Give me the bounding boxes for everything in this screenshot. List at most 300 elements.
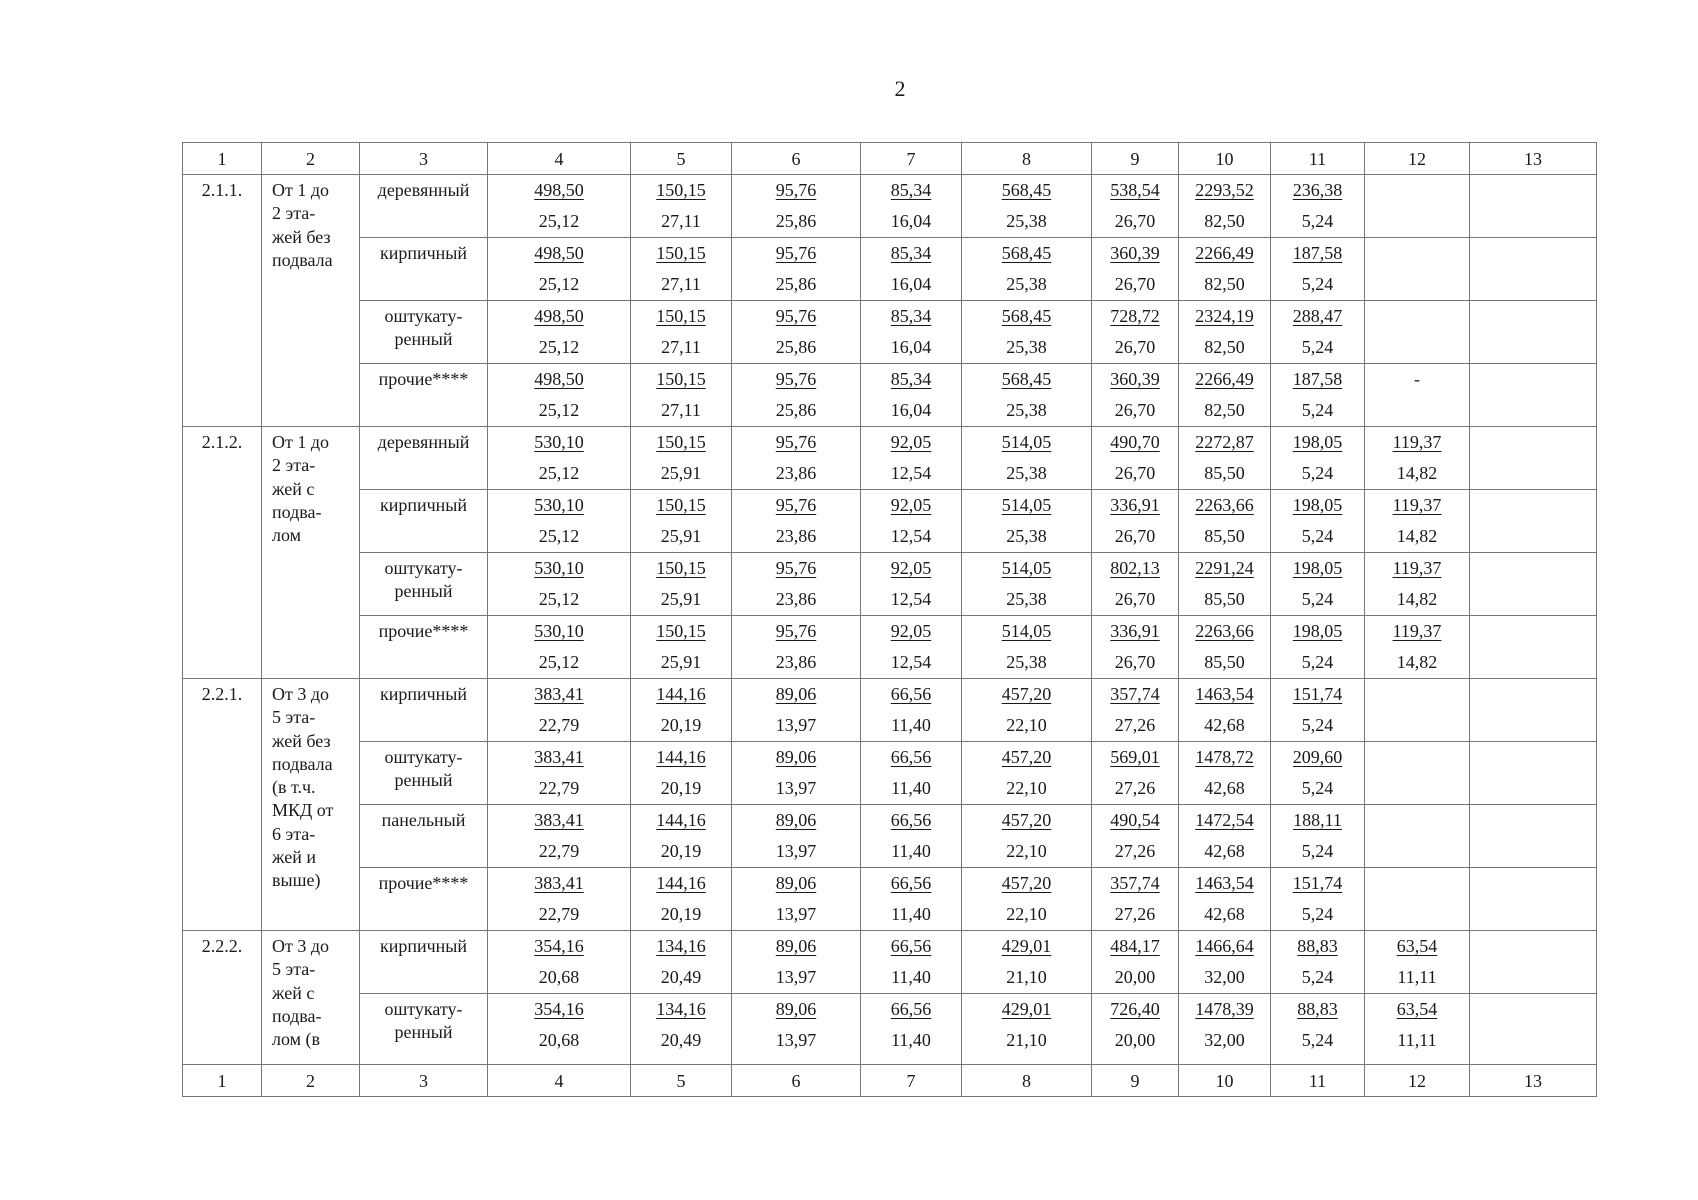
- rate-share: 20,68: [538, 967, 580, 987]
- rate-share: 25,86: [775, 400, 817, 420]
- rate-cell: [962, 553, 1092, 616]
- rate-value: 357,74: [1110, 873, 1160, 893]
- rate-share: 12,54: [890, 526, 932, 546]
- column-number-cell: 1: [183, 1065, 262, 1097]
- rate-cell: [861, 679, 962, 742]
- material-line: ренный: [394, 770, 453, 790]
- rate-cell: [488, 427, 631, 490]
- rate-value: 95,76: [775, 495, 817, 515]
- rate-share: 23,86: [775, 652, 817, 672]
- rate-cell: [1470, 994, 1597, 1065]
- rate-value: 198,05: [1292, 621, 1343, 641]
- material-line: прочие****: [378, 873, 469, 893]
- rate-share: 25,12: [538, 652, 580, 672]
- rate-cell: [1470, 427, 1597, 490]
- rate-share: 5,24: [1301, 967, 1334, 987]
- rate-share: 25,91: [660, 526, 702, 546]
- rate-cell: [1470, 364, 1597, 427]
- column-number-footer-row: [183, 1065, 1597, 1097]
- rate-share: 22,79: [538, 715, 580, 735]
- rate-value: 85,34: [890, 306, 932, 326]
- rate-value: [1365, 238, 1469, 269]
- rate-share: 21,10: [1006, 1030, 1047, 1050]
- rate-share: 25,38: [1006, 211, 1047, 231]
- rate-value: 383,41: [534, 747, 584, 767]
- rate-share: 22,79: [538, 841, 580, 861]
- description-line: выше): [272, 870, 321, 891]
- section-code: 2.1.2.: [183, 427, 262, 679]
- rate-value: 429,01: [1001, 936, 1052, 956]
- rate-value: 802,13: [1110, 558, 1160, 578]
- rate-value: 198,05: [1292, 558, 1343, 578]
- rate-cell: [488, 931, 631, 994]
- table-row: [183, 742, 1597, 805]
- rate-cell: [1470, 805, 1597, 868]
- rate-share: 22,10: [1006, 715, 1047, 735]
- rate-value: 490,54: [1110, 810, 1160, 830]
- rate-share: 25,38: [1006, 526, 1047, 546]
- rate-cell: [1365, 805, 1470, 868]
- rate-share: 5,24: [1301, 841, 1334, 861]
- table-row: [183, 616, 1597, 679]
- rate-cell: [1365, 931, 1470, 994]
- rate-value: 63,54: [1396, 936, 1438, 956]
- description-line: лом: [272, 525, 302, 546]
- description-line: жей с: [272, 982, 315, 1003]
- rate-cell: [732, 301, 861, 364]
- rate-cell: [1092, 301, 1179, 364]
- rate-cell: [631, 679, 732, 742]
- building-type-description: [262, 175, 360, 427]
- rate-share: 26,70: [1114, 652, 1156, 672]
- rate-cell: [732, 679, 861, 742]
- rate-value: 119,37: [1392, 558, 1442, 578]
- page-number: 2: [894, 76, 906, 101]
- rate-cell: [488, 742, 631, 805]
- rate-cell: [1470, 931, 1597, 994]
- rate-cell: [962, 427, 1092, 490]
- rate-share: [1470, 584, 1596, 615]
- rate-share: 25,38: [1006, 463, 1047, 483]
- rate-cell: [1271, 868, 1365, 931]
- material-line: оштукату-: [384, 747, 463, 767]
- material-line: кирпичный: [379, 243, 468, 263]
- rate-value: 429,01: [1001, 999, 1052, 1019]
- table-row: [183, 553, 1597, 616]
- rate-share: [1365, 773, 1469, 804]
- rate-cell: [1470, 490, 1597, 553]
- wall-material: [360, 679, 488, 742]
- rate-share: [1365, 206, 1469, 237]
- rate-value: 498,50: [534, 180, 584, 200]
- rate-cell: [861, 175, 962, 238]
- rate-cell: [631, 175, 732, 238]
- column-number-cell: 12: [1365, 1065, 1470, 1097]
- rate-value: 2291,24: [1195, 558, 1254, 578]
- rate-value: 119,37: [1392, 495, 1442, 515]
- rate-share: 16,04: [890, 211, 932, 231]
- rate-value: 360,39: [1110, 243, 1160, 263]
- rate-cell: [488, 238, 631, 301]
- rate-cell: [1271, 805, 1365, 868]
- rate-value: 95,76: [775, 369, 817, 389]
- rate-cell: [1179, 301, 1271, 364]
- rate-cell: [1092, 616, 1179, 679]
- rate-cell: [732, 490, 861, 553]
- column-number-cell: 3: [360, 143, 488, 175]
- rate-share: [1365, 395, 1469, 426]
- rate-cell: [488, 553, 631, 616]
- rate-share: 20,19: [660, 778, 702, 798]
- rate-share: 27,11: [661, 400, 701, 420]
- rate-value: 2293,52: [1195, 180, 1254, 200]
- column-number-cell: 7: [861, 143, 962, 175]
- rate-share: 20,68: [538, 1030, 580, 1050]
- rate-share: 21,10: [1006, 967, 1047, 987]
- rate-cell: [488, 805, 631, 868]
- rate-share: 12,54: [890, 589, 932, 609]
- rate-cell: [631, 427, 732, 490]
- rate-value: 92,05: [890, 621, 932, 641]
- rate-share: 5,24: [1301, 400, 1334, 420]
- rate-value: [1470, 805, 1596, 836]
- column-number-cell: 5: [631, 1065, 732, 1097]
- rate-value: 568,45: [1001, 306, 1052, 326]
- rate-cell: [861, 931, 962, 994]
- rate-value: 89,06: [775, 936, 817, 956]
- material-line: ренный: [394, 329, 453, 349]
- rate-share: 11,40: [891, 967, 931, 987]
- rate-cell: [1271, 490, 1365, 553]
- wall-material: [360, 616, 488, 679]
- rate-value: 2266,49: [1195, 243, 1254, 263]
- rate-share: [1470, 1025, 1596, 1056]
- rate-value: 2324,19: [1195, 306, 1254, 326]
- rate-cell: [1179, 490, 1271, 553]
- column-number-cell: 8: [962, 1065, 1092, 1097]
- rate-share: 82,50: [1204, 274, 1245, 294]
- description-line: (в т.ч.: [272, 777, 316, 798]
- rate-value: 66,56: [890, 747, 932, 767]
- rate-share: 12,54: [890, 463, 932, 483]
- rate-share: [1470, 206, 1596, 237]
- wall-material: [360, 175, 488, 238]
- rate-cell: [631, 490, 732, 553]
- rate-share: 25,38: [1006, 652, 1047, 672]
- rate-share: 12,54: [890, 652, 932, 672]
- rate-value: [1365, 742, 1469, 773]
- table-row: [183, 679, 1597, 742]
- rate-value: 1478,72: [1195, 747, 1254, 767]
- table-row: [183, 490, 1597, 553]
- rate-value: 198,05: [1292, 432, 1343, 452]
- rate-value: 360,39: [1110, 369, 1160, 389]
- rate-value: 383,41: [534, 810, 584, 830]
- rate-cell: [631, 238, 732, 301]
- rate-cell: [962, 175, 1092, 238]
- description-line: От 1 до: [272, 180, 330, 200]
- rate-share: [1470, 962, 1596, 993]
- rate-value: 66,56: [890, 999, 932, 1019]
- rate-cell: [732, 616, 861, 679]
- rate-share: [1365, 269, 1469, 300]
- rate-share: [1365, 332, 1469, 363]
- wall-material: [360, 301, 488, 364]
- rate-cell: [861, 805, 962, 868]
- rate-share: 20,19: [660, 904, 702, 924]
- rate-share: [1470, 521, 1596, 552]
- material-line: кирпичный: [379, 495, 468, 515]
- rate-share: 25,12: [538, 526, 580, 546]
- rate-cell: [732, 742, 861, 805]
- rate-share: 5,24: [1301, 211, 1334, 231]
- rate-share: 5,24: [1301, 337, 1334, 357]
- rate-value: 457,20: [1001, 747, 1052, 767]
- rate-value: 568,45: [1001, 369, 1052, 389]
- rate-cell: [1179, 679, 1271, 742]
- rate-value: 150,15: [656, 306, 706, 326]
- rate-cell: [1092, 868, 1179, 931]
- rate-value: 150,15: [656, 495, 706, 515]
- rate-value: [1470, 238, 1596, 269]
- rate-value: 236,38: [1292, 180, 1343, 200]
- wall-material: [360, 742, 488, 805]
- rate-value: 498,50: [534, 369, 584, 389]
- rate-cell: [1365, 616, 1470, 679]
- column-number-cell: 7: [861, 1065, 962, 1097]
- rate-value: 134,16: [656, 999, 706, 1019]
- material-line: прочие****: [378, 369, 469, 389]
- rate-share: 82,50: [1204, 400, 1245, 420]
- rate-share: 25,12: [538, 463, 580, 483]
- rate-share: 20,00: [1114, 1030, 1156, 1050]
- rate-cell: [962, 364, 1092, 427]
- rate-value: 66,56: [890, 936, 932, 956]
- rate-value: 514,05: [1001, 432, 1052, 452]
- wall-material: [360, 805, 488, 868]
- rate-share: 27,11: [661, 211, 701, 231]
- rate-share: 14,82: [1396, 652, 1438, 672]
- rate-share: 11,11: [1397, 1030, 1437, 1050]
- description-line: МКД от: [272, 800, 334, 821]
- rate-share: 23,86: [775, 589, 817, 609]
- rate-value: 514,05: [1001, 495, 1052, 515]
- material-line: панельный: [381, 810, 466, 830]
- rate-value: 144,16: [656, 684, 706, 704]
- rate-share: 25,86: [775, 337, 817, 357]
- rate-value: [1470, 616, 1596, 647]
- rate-cell: [1179, 742, 1271, 805]
- rate-share: 13,97: [775, 841, 817, 861]
- rate-cell: [732, 364, 861, 427]
- rate-share: 22,10: [1006, 841, 1047, 861]
- rate-value: 188,11: [1293, 810, 1342, 830]
- rate-cell: [1470, 868, 1597, 931]
- description-line: 5 эта-: [272, 959, 316, 980]
- rate-value: [1365, 679, 1469, 710]
- material-line: ренный: [394, 581, 453, 601]
- column-number-cell: 13: [1470, 1065, 1597, 1097]
- rate-cell: [861, 427, 962, 490]
- rate-cell: [1365, 742, 1470, 805]
- rate-cell: [1271, 931, 1365, 994]
- rate-value: 457,20: [1001, 684, 1052, 704]
- rate-value: 568,45: [1001, 180, 1052, 200]
- description-line: жей и: [272, 847, 316, 868]
- rate-cell: [631, 931, 732, 994]
- rate-value: 354,16: [534, 999, 584, 1019]
- rate-cell: [962, 805, 1092, 868]
- rate-share: 25,91: [660, 652, 702, 672]
- table-row: [183, 238, 1597, 301]
- rate-value: 2266,49: [1195, 369, 1254, 389]
- rate-value: 95,76: [775, 180, 817, 200]
- rate-cell: [1271, 301, 1365, 364]
- rate-value: 187,58: [1292, 369, 1343, 389]
- rate-share: 11,40: [891, 841, 931, 861]
- rate-value: 150,15: [656, 180, 706, 200]
- rate-cell: [732, 175, 861, 238]
- rate-cell: [1470, 679, 1597, 742]
- rate-share: 25,91: [660, 463, 702, 483]
- rate-value: 66,56: [890, 684, 932, 704]
- rate-share: 16,04: [890, 337, 932, 357]
- rate-value: 530,10: [534, 558, 584, 578]
- rate-share: 25,38: [1006, 274, 1047, 294]
- rate-cell: [1092, 364, 1179, 427]
- rate-share: 27,26: [1114, 904, 1156, 924]
- rate-cell: [1470, 175, 1597, 238]
- rate-cell: [488, 868, 631, 931]
- rate-cell: [962, 616, 1092, 679]
- rate-value: 150,15: [656, 243, 706, 263]
- rate-value: 288,47: [1292, 306, 1343, 326]
- rate-share: 26,70: [1114, 526, 1156, 546]
- rate-cell: [1470, 742, 1597, 805]
- rate-value: 569,01: [1110, 747, 1160, 767]
- material-line: оштукату-: [384, 558, 463, 578]
- rate-value: 144,16: [656, 747, 706, 767]
- rate-cell: [861, 301, 962, 364]
- rate-share: 42,68: [1204, 904, 1245, 924]
- rate-cell: [1365, 490, 1470, 553]
- rate-value: 728,72: [1110, 306, 1160, 326]
- rate-share: 13,97: [775, 1030, 817, 1050]
- rate-share: 5,24: [1301, 463, 1334, 483]
- rate-value: 92,05: [890, 432, 932, 452]
- rate-share: 23,86: [775, 463, 817, 483]
- rate-share: [1365, 899, 1469, 930]
- rate-cell: [1179, 994, 1271, 1065]
- rate-value: [1470, 994, 1596, 1025]
- rate-value: 336,91: [1110, 621, 1160, 641]
- table-row: [183, 931, 1597, 994]
- rate-share: 85,50: [1204, 463, 1245, 483]
- rate-share: 82,50: [1204, 337, 1245, 357]
- rate-value: 89,06: [775, 873, 817, 893]
- rate-share: 22,10: [1006, 778, 1047, 798]
- rate-value: 88,83: [1297, 999, 1338, 1019]
- rate-value: 95,76: [775, 432, 817, 452]
- rate-cell: [1092, 238, 1179, 301]
- rate-cell: [488, 175, 631, 238]
- rate-cell: [962, 490, 1092, 553]
- material-line: оштукату-: [384, 999, 463, 1019]
- rate-cell: [1179, 931, 1271, 994]
- rate-value: 209,60: [1292, 747, 1343, 767]
- rate-cell: [732, 868, 861, 931]
- rate-cell: [1271, 175, 1365, 238]
- description-line: жей с: [272, 478, 315, 499]
- column-number-cell: 6: [732, 1065, 861, 1097]
- rate-cell: [861, 490, 962, 553]
- rate-value: [1470, 931, 1596, 962]
- rate-share: [1470, 836, 1596, 867]
- wall-material: [360, 490, 488, 553]
- building-type-description: [262, 679, 360, 931]
- rate-value: 150,15: [656, 369, 706, 389]
- rate-share: 25,12: [538, 337, 580, 357]
- rate-cell: [1470, 238, 1597, 301]
- rate-cell: [1092, 427, 1179, 490]
- rate-value: 2263,66: [1195, 495, 1254, 515]
- rate-cell: [1179, 238, 1271, 301]
- rate-share: 5,24: [1301, 652, 1334, 672]
- rate-share: 82,50: [1204, 211, 1245, 231]
- description-line: подва-: [272, 1005, 322, 1026]
- rate-cell: [962, 742, 1092, 805]
- rate-cell: [1271, 742, 1365, 805]
- rate-cell: [631, 994, 732, 1065]
- rate-cell: [488, 364, 631, 427]
- rate-cell: [732, 238, 861, 301]
- rate-value: 2263,66: [1195, 621, 1254, 641]
- rate-share: 11,40: [891, 715, 931, 735]
- wall-material: [360, 553, 488, 616]
- rate-share: [1470, 458, 1596, 489]
- description-line: жей без: [272, 730, 331, 751]
- material-line: деревянный: [377, 432, 470, 452]
- rate-cell: [861, 238, 962, 301]
- column-number-cell: 4: [488, 143, 631, 175]
- rate-value: 568,45: [1001, 243, 1052, 263]
- rate-share: [1365, 710, 1469, 741]
- column-number-cell: 2: [262, 143, 360, 175]
- rate-cell: [1470, 616, 1597, 679]
- rate-cell: [1271, 679, 1365, 742]
- material-line: кирпичный: [379, 936, 468, 956]
- column-number-cell: 2: [262, 1065, 360, 1097]
- rate-cell: [962, 994, 1092, 1065]
- rate-value: 95,76: [775, 621, 817, 641]
- rate-share: 13,97: [775, 778, 817, 798]
- column-number-cell: 10: [1179, 143, 1271, 175]
- rate-cell: [962, 238, 1092, 301]
- rate-cell: [1365, 994, 1470, 1065]
- rate-value: 187,58: [1292, 243, 1343, 263]
- column-number-cell: 8: [962, 143, 1092, 175]
- rate-cell: [1092, 931, 1179, 994]
- rate-share: 26,70: [1114, 211, 1156, 231]
- rate-value: 150,15: [656, 621, 706, 641]
- rate-value: 89,06: [775, 747, 817, 767]
- rate-cell: [861, 868, 962, 931]
- rate-share: 25,12: [538, 589, 580, 609]
- rate-share: 5,24: [1301, 904, 1334, 924]
- rate-share: 20,49: [660, 1030, 702, 1050]
- rate-value: 383,41: [534, 873, 584, 893]
- rate-value: [1365, 805, 1469, 836]
